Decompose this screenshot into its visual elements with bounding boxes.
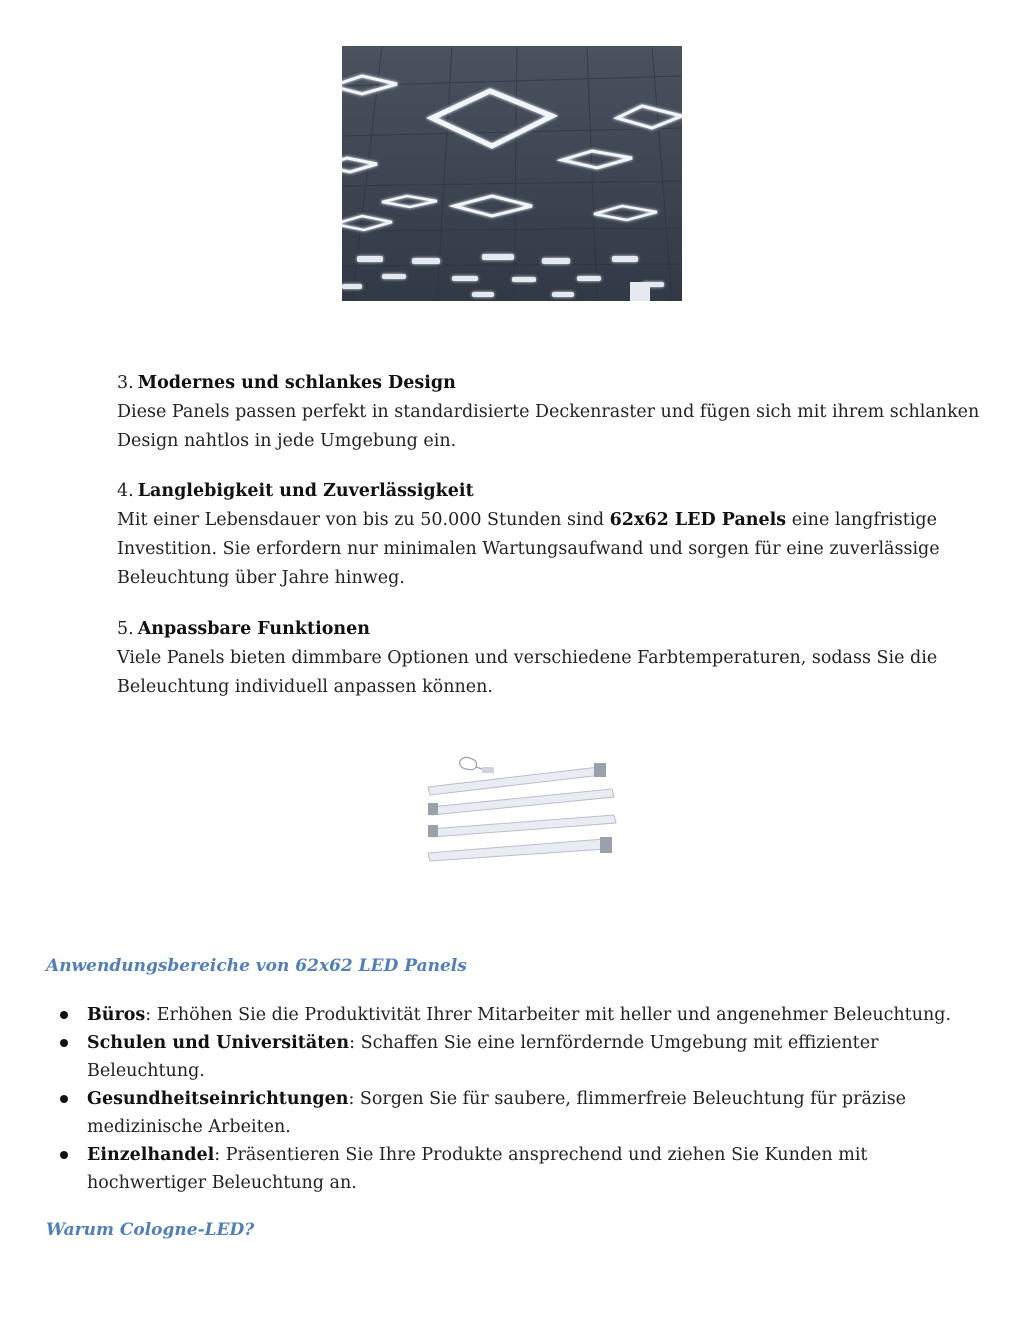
feature-body xyxy=(117,506,997,593)
list-item-term: Einzelhandel xyxy=(87,1145,215,1165)
bullet-icon xyxy=(60,1095,68,1103)
feature-number: 3. xyxy=(117,373,134,393)
feature-title: Langlebigkeit und Zuverlässigkeit xyxy=(137,481,474,501)
list-item-text: : Präsentieren Sie Ihre Produkte ansprechend und ziehen Sie Kunden mit hochwertiger Beleuchtung an. xyxy=(87,1145,868,1193)
list-item-text: : Sorgen Sie für saubere, flimmerfreie Beleuchtung für präzise medizinische Arbeiten. xyxy=(87,1089,907,1137)
feature-number: 4. xyxy=(117,481,134,501)
list-item-term: Gesundheitseinrichtungen xyxy=(87,1089,349,1109)
list-item-term: Büros xyxy=(87,1005,146,1025)
feature-body-highlight: 62x62 LED Panels xyxy=(609,510,787,530)
applications-list xyxy=(56,1001,976,1197)
feature-body-text: eine langfristige Investition. Sie erfordern nur minimalen Wartungsaufwand und sorgen für eine zuverlässige Beleuchtung über Jahre hinweg. xyxy=(117,510,940,588)
feature-title: Modernes und schlankes Design xyxy=(137,373,456,393)
feature-number: 5. xyxy=(117,619,134,639)
feature-body: Viele Panels bieten dimmbare Optionen und verschiedene Farbtemperaturen, sodass Sie die Beleuchtung individuell anpassen können. xyxy=(117,648,938,697)
feature-item-5 xyxy=(117,615,997,702)
list-item-text: : Erhöhen Sie die Produktivität Ihrer Mitarbeiter mit heller und angenehmer Beleuchtung. xyxy=(145,1005,952,1025)
led-frame-rails-photo xyxy=(424,745,619,865)
list-item xyxy=(56,1085,976,1141)
feature-title: Anpassbare Funktionen xyxy=(137,619,370,639)
list-item-term: Schulen und Universitäten xyxy=(87,1033,350,1053)
list-item-text: : Schaffen Sie eine lernfördernde Umgebung mit effizienter Beleuchtung. xyxy=(87,1033,879,1081)
bullet-icon xyxy=(60,1151,68,1159)
feature-body: Diese Panels passen perfekt in standardisierte Deckenraster und fügen sich mit ihrem schlanken Design nahtlos in jede Umgebung ein. xyxy=(117,402,980,451)
list-item xyxy=(56,1141,976,1197)
list-item xyxy=(56,1029,976,1085)
why-heading: Warum Cologne-LED? xyxy=(46,1220,255,1240)
bullet-icon xyxy=(60,1011,68,1019)
led-ceiling-panels-photo xyxy=(342,46,682,301)
applications-heading: Anwendungsbereiche von 62x62 LED Panels xyxy=(46,956,467,976)
list-item xyxy=(56,1001,976,1029)
feature-item-4 xyxy=(117,477,997,593)
feature-item-3 xyxy=(117,369,997,456)
feature-body-text: Mit einer Lebensdauer von bis zu 50.000 Stunden sind xyxy=(117,510,610,530)
bullet-icon xyxy=(60,1039,68,1047)
